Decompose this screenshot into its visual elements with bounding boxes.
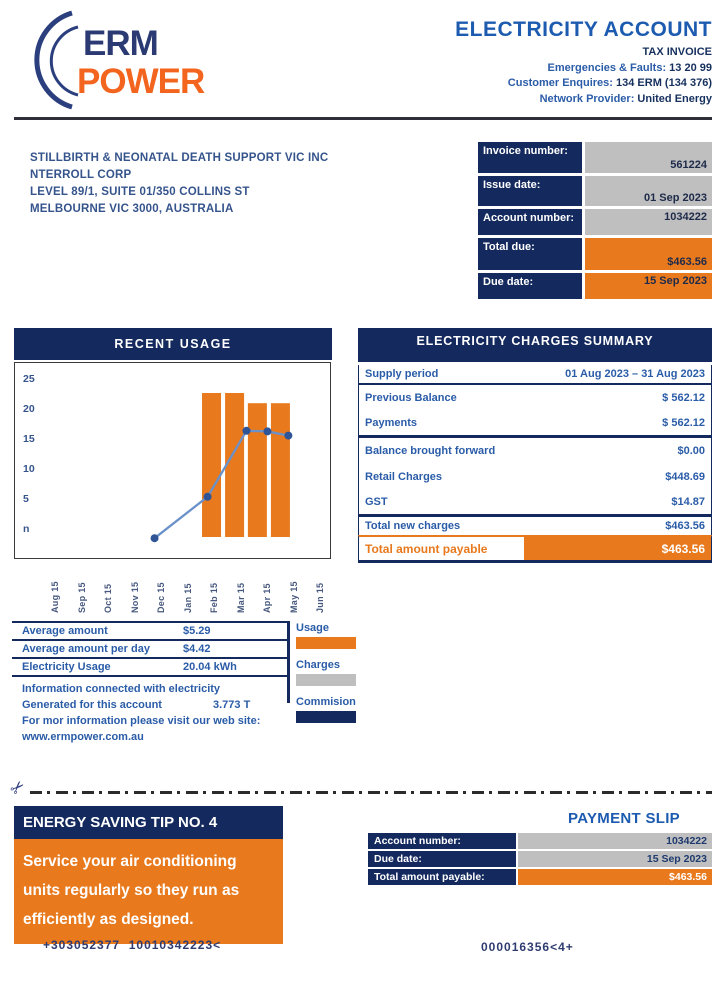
account-number-value: 1034222 <box>585 209 712 235</box>
supply-period-value: 01 Aug 2023 – 31 Aug 2023 <box>565 368 705 380</box>
website-url-text: www.ermpower.com.au <box>22 731 144 743</box>
electricity-usage-row <box>12 659 288 677</box>
network-provider-label: Network Provider: <box>539 92 635 105</box>
balance-brought-forward-row <box>358 438 712 464</box>
svg-text:25: 25 <box>23 373 35 385</box>
averages-info-block <box>12 681 288 745</box>
payment-slip-table <box>368 833 712 887</box>
slip-account-number-row <box>368 833 712 849</box>
retail-charges-value: $448.69 <box>665 471 705 483</box>
tip-title: ENERGY SAVING TIP NO. 4 <box>14 806 283 839</box>
x-axis-label: Sep 15 <box>76 582 87 613</box>
invoice-number-row <box>478 142 712 173</box>
erm-power-logo <box>26 10 211 110</box>
emergencies-number: 13 20 99 <box>669 61 712 74</box>
usage-chart-svg <box>15 363 327 555</box>
x-axis-label: Jun 15 <box>315 582 325 613</box>
balance-brought-forward-label: Balance brought forward <box>365 445 496 457</box>
scissors-icon: ✂ <box>6 775 30 800</box>
total-amount-payable-label: Total amount payable <box>359 537 524 560</box>
total-due-label: Total due: <box>478 238 582 270</box>
slip-total-amount-value: $463.56 <box>518 869 712 885</box>
supply-period-label: Supply period <box>365 368 439 380</box>
info-line-3 <box>12 713 288 729</box>
usage-chart <box>14 362 331 559</box>
tip-body <box>14 839 283 944</box>
enquiries-number: 134 ERM (134 376) <box>616 77 712 89</box>
enquiries-label: Customer Enquires: <box>507 77 613 89</box>
usage-chart-title: RECENT USAGE <box>14 328 332 360</box>
total-amount-payable-row <box>358 535 712 563</box>
x-axis-label: Nov 15 <box>129 581 140 613</box>
website-url <box>12 729 288 745</box>
header-right <box>455 18 712 105</box>
customer-name: STILLBIRTH & NEONATAL DEATH SUPPORT VIC INC <box>30 152 329 164</box>
energy-saving-tip-box <box>14 806 283 944</box>
svg-text:5: 5 <box>23 493 29 505</box>
cut-here-dashed-line <box>30 791 712 794</box>
slip-total-amount-row <box>368 869 712 885</box>
average-amount-label: Average amount <box>22 625 108 637</box>
network-provider-name: United Energy <box>637 92 712 105</box>
slip-total-amount-label: Total amount payable: <box>368 869 516 885</box>
retail-charges-label: Retail Charges <box>365 471 443 483</box>
electricity-usage-label: Electricity Usage <box>22 661 111 673</box>
tip-line-1: Service your air conditioning <box>23 853 237 870</box>
account-number-row <box>478 209 712 235</box>
total-amount-payable-value: $463.56 <box>524 537 711 560</box>
previous-balance-value: $ 562.12 <box>662 392 705 404</box>
tip-line-2: units regularly so they run as <box>23 882 240 899</box>
due-date-label: Due date: <box>478 273 582 299</box>
invoice-number-value: 561224 <box>585 142 712 173</box>
gst-row <box>358 490 712 517</box>
payments-label: Payments <box>365 417 417 429</box>
legend-item-charges <box>296 659 356 686</box>
ocr-reference-left: +303052377 10010342223< <box>43 938 222 952</box>
svg-text:20: 20 <box>23 403 35 415</box>
x-axis-label: Feb 15 <box>209 582 219 613</box>
info-line-3-text: For mor information please visit our web site: <box>22 715 261 727</box>
electricity-usage-value: 20.04 kWh <box>183 661 237 673</box>
page-title: ELECTRICITY ACCOUNT <box>455 18 712 41</box>
gst-value: $14.87 <box>671 496 705 508</box>
tip-line-3: efficiently as designed. <box>23 911 194 928</box>
legend-charges-swatch <box>296 674 356 686</box>
slip-due-date-label: Due date: <box>368 851 516 867</box>
legend-item-usage <box>296 622 356 649</box>
customer-company: NTERROLL CORP <box>30 169 132 181</box>
averages-table-right-border <box>287 621 290 703</box>
logo-arc-outer <box>37 13 72 107</box>
due-date-row <box>478 273 712 299</box>
tax-invoice-label: TAX INVOICE <box>642 46 712 58</box>
balance-brought-forward-value: $0.00 <box>677 445 705 457</box>
payments-row <box>358 411 712 438</box>
slip-due-date-row <box>368 851 712 867</box>
invoice-number-label: Invoice number: <box>478 142 582 173</box>
account-number-label: Account number: <box>478 209 582 235</box>
averages-table <box>12 621 288 745</box>
slip-account-number-label: Account number: <box>368 833 516 849</box>
info-line-2 <box>12 697 288 713</box>
logo-text-erm: ERM <box>83 24 158 63</box>
svg-text:10: 10 <box>23 463 35 475</box>
issue-date-label: Issue date: <box>478 176 582 206</box>
slip-account-number-value: 1034222 <box>518 833 712 849</box>
svg-text:15: 15 <box>23 433 35 445</box>
x-axis-label: Oct 15 <box>103 583 113 613</box>
total-new-charges-value: $463.56 <box>665 520 705 532</box>
logo-text-power: POWER <box>77 62 205 101</box>
slip-due-date-value: 15 Sep 2023 <box>518 851 712 867</box>
legend-usage-label: Usage <box>296 622 330 634</box>
payments-value: $ 562.12 <box>662 417 705 429</box>
average-amount-value: $5.29 <box>183 625 211 637</box>
retail-charges-row <box>358 464 712 490</box>
enquiries-line <box>455 77 712 89</box>
svg-text:n: n <box>23 523 30 535</box>
charges-summary-title: ELECTRICITY CHARGES SUMMARY <box>358 328 712 362</box>
network-provider-line <box>455 93 712 105</box>
average-amount-per-day-label: Average amount per day <box>22 643 150 655</box>
x-axis-label: Apr 15 <box>262 583 272 613</box>
legend-usage-swatch <box>296 637 356 649</box>
header-divider <box>14 117 712 120</box>
due-date-value: 15 Sep 2023 <box>585 273 712 299</box>
customer-address <box>30 150 328 218</box>
emergencies-label: Emergencies & Faults: <box>547 61 667 74</box>
info-line-2-value: 3.773 T <box>213 699 251 711</box>
x-axis-label: May 15 <box>288 581 299 613</box>
customer-city: MELBOURNE VIC 3000, AUSTRALIA <box>30 203 234 215</box>
x-axis-label: Jan 15 <box>182 583 193 613</box>
x-axis-label: Dec 15 <box>156 582 166 613</box>
legend-charges-label: Charges <box>296 659 341 671</box>
logo-arc-inner <box>51 27 78 95</box>
total-due-row <box>478 238 712 270</box>
previous-balance-row <box>358 385 712 411</box>
total-new-charges-label: Total new charges <box>365 520 461 532</box>
supply-period-row <box>358 365 712 385</box>
average-amount-per-day-value: $4.42 <box>183 643 211 655</box>
total-due-value: $463.56 <box>585 238 712 270</box>
issue-date-row <box>478 176 712 206</box>
previous-balance-label: Previous Balance <box>365 392 457 404</box>
charges-summary-table <box>358 328 712 563</box>
legend-item-commision <box>296 696 356 723</box>
usage-chart-x-axis <box>14 563 332 615</box>
chart-legend <box>296 622 356 733</box>
average-amount-row <box>12 621 288 641</box>
customer-street: LEVEL 89/1, SUITE 01/350 COLLINS ST <box>30 186 250 198</box>
emergencies-line <box>455 62 712 74</box>
legend-commision-swatch <box>296 711 356 723</box>
info-line-1-text: Information connected with electricity <box>22 683 221 695</box>
issue-date-value: 01 Sep 2023 <box>585 176 712 206</box>
ocr-reference-right: 000016356<4+ <box>481 940 574 954</box>
info-line-2-text: Generated for this account <box>22 699 162 711</box>
gst-label: GST <box>365 496 388 508</box>
x-axis-label: Mar 15 <box>235 582 246 613</box>
info-line-1 <box>12 681 288 697</box>
legend-commision-label: Commision <box>296 696 356 708</box>
average-amount-per-day-row <box>12 641 288 659</box>
x-axis-label: Aug 15 <box>50 581 60 613</box>
invoice-summary-box <box>478 142 712 302</box>
total-new-charges-row <box>358 517 712 535</box>
payment-slip-title: PAYMENT SLIP <box>568 810 680 827</box>
